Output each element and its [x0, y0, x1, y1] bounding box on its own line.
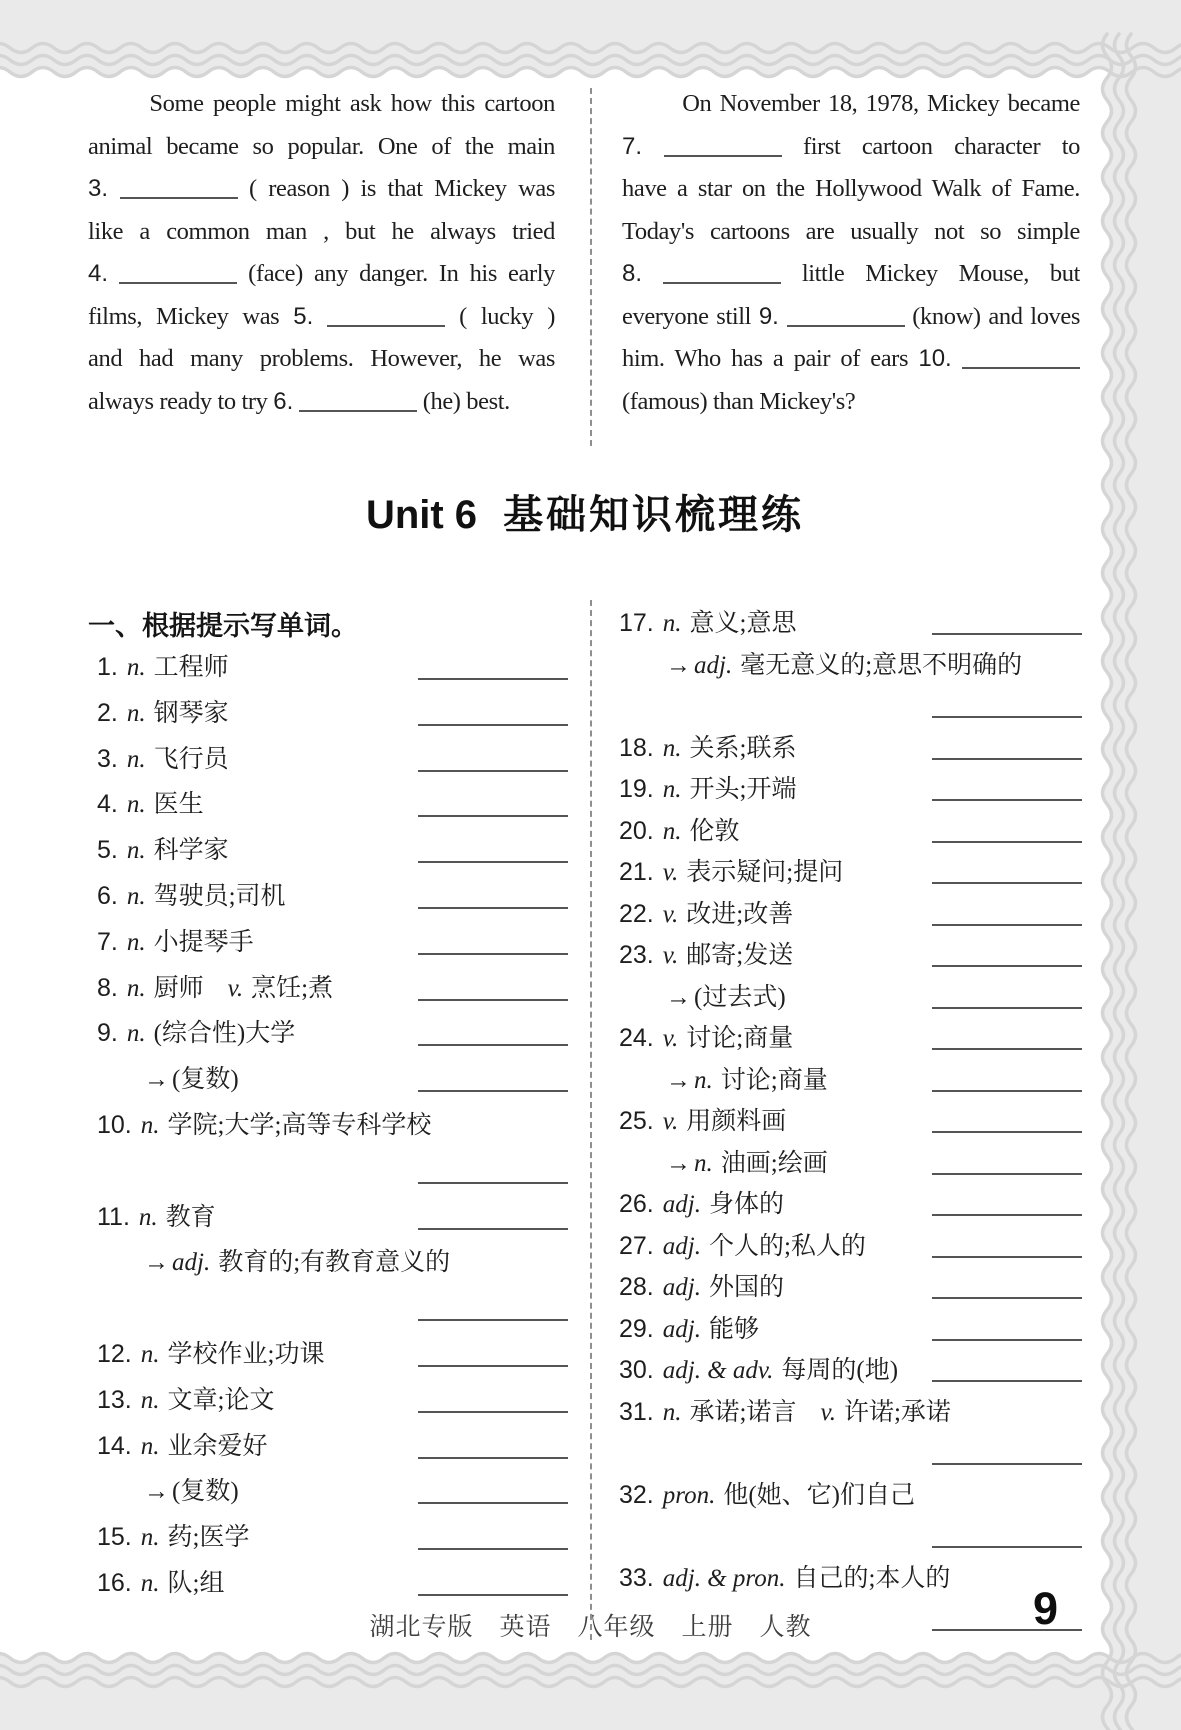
vocab-item	[610, 894, 1082, 936]
passage-line	[88, 168, 555, 211]
answer-blank[interactable]	[418, 1502, 568, 1504]
page-number: 9	[1033, 1583, 1059, 1634]
answer-blank[interactable]	[418, 1319, 568, 1321]
item-number: 10.	[97, 1110, 132, 1139]
passage-line	[88, 338, 555, 381]
passage-text: ( reason ) is that Mickey was	[249, 175, 555, 202]
passage-text: always ready to try	[88, 387, 268, 415]
answer-blank[interactable]	[418, 907, 568, 909]
answer-blank[interactable]	[418, 1090, 568, 1092]
chinese-gloss: 药;医学	[167, 1524, 250, 1552]
answer-blank[interactable]	[787, 325, 905, 327]
part-of-speech: v.	[662, 900, 679, 928]
part-of-speech: v.	[820, 1398, 836, 1426]
answer-blank[interactable]	[664, 155, 782, 157]
answer-blank[interactable]	[932, 1339, 1082, 1341]
answer-blank[interactable]	[932, 1256, 1082, 1258]
chinese-gloss: 学校作业;功课	[167, 1340, 325, 1368]
answer-blank[interactable]	[418, 1548, 568, 1550]
chinese-gloss: 改进;改善	[686, 900, 794, 928]
item-number: 24.	[619, 1024, 654, 1052]
vocab-item	[88, 1561, 568, 1607]
passage-line	[622, 338, 1080, 381]
blank-number: 6.	[273, 387, 294, 415]
chinese-gloss: 科学家	[153, 837, 229, 865]
vocab-item	[88, 828, 568, 874]
part-of-speech: adj. & adv.	[662, 1357, 774, 1384]
chinese-gloss: (复数)	[172, 1478, 239, 1506]
footer-edition-line: 湖北专版 英语 八年级 上册 人教	[369, 1614, 812, 1641]
chinese-gloss: 用颜料画	[686, 1108, 787, 1135]
chinese-gloss: 邮寄;发送	[686, 942, 794, 969]
chinese-gloss: 外国的	[708, 1274, 784, 1301]
column-divider	[590, 88, 592, 446]
chinese-gloss: 飞行员	[153, 745, 229, 773]
chinese-gloss: 钢琴家	[153, 699, 229, 727]
chinese-gloss: 厨师	[153, 974, 204, 1002]
chinese-gloss: 烹饪;煮	[251, 974, 334, 1002]
answer-blank[interactable]	[932, 1007, 1082, 1009]
item-number: 6.	[97, 881, 118, 910]
vocab-item	[610, 1558, 1082, 1600]
answer-blank[interactable]	[418, 1182, 568, 1184]
part-of-speech: adj.	[662, 1315, 701, 1343]
vocab-blank-row	[610, 686, 1082, 728]
chinese-gloss: 能够	[708, 1315, 759, 1343]
passage-text: Today's cartoons are usually not so simple	[622, 217, 1080, 245]
part-of-speech: n.	[138, 1203, 158, 1231]
part-of-speech: n.	[126, 699, 146, 727]
item-number: 28.	[619, 1273, 654, 1301]
passage-left-column	[88, 83, 555, 423]
passage-line	[88, 211, 555, 254]
chinese-gloss: 每周的(地)	[781, 1357, 899, 1384]
passage-text: On November 18, 1978, Mickey became	[682, 90, 1080, 117]
passage-text: everyone still	[622, 302, 752, 330]
part-of-speech: n.	[126, 882, 146, 910]
part-of-speech: n.	[662, 1398, 682, 1426]
item-number: 32.	[619, 1480, 654, 1509]
answer-blank[interactable]	[418, 1457, 568, 1459]
passage-text: and had many problems. However, he was	[88, 345, 555, 372]
chinese-gloss: 讨论;商量	[720, 1066, 828, 1094]
answer-blank[interactable]	[418, 1044, 568, 1046]
vocab-item	[88, 737, 568, 783]
item-number: 17.	[619, 609, 654, 637]
item-number: 3.	[97, 744, 118, 773]
chinese-gloss: 队;组	[167, 1569, 225, 1597]
arrow-icon: →	[144, 1066, 169, 1094]
vocab-item	[610, 1226, 1082, 1268]
vocab-item	[88, 1469, 568, 1515]
part-of-speech: n.	[140, 1569, 160, 1597]
answer-blank[interactable]	[932, 1048, 1082, 1050]
blank-number: 5.	[293, 302, 314, 330]
chinese-gloss: 教育的;有教育意义的	[218, 1249, 451, 1277]
vocab-item	[610, 977, 1082, 1019]
vocab-item	[610, 1475, 1082, 1517]
part-of-speech: n.	[126, 654, 146, 681]
item-number: 9.	[97, 1019, 118, 1048]
part-of-speech: adj.	[694, 651, 733, 679]
chinese-gloss: 文章;论文	[167, 1386, 275, 1414]
part-of-speech: n.	[140, 1386, 160, 1414]
part-of-speech: n.	[662, 734, 682, 762]
passage-line	[88, 296, 555, 339]
passage-text: ( lucky )	[459, 302, 555, 330]
vocab-item	[88, 1011, 568, 1057]
vocab-item	[610, 1392, 1082, 1434]
chinese-gloss: 许诺;承诺	[843, 1398, 951, 1426]
vocab-item	[610, 645, 1082, 687]
part-of-speech: v.	[662, 942, 679, 969]
answer-blank[interactable]	[418, 1594, 568, 1596]
answer-blank[interactable]	[932, 716, 1082, 718]
answer-blank[interactable]	[418, 953, 568, 955]
answer-blank[interactable]	[663, 282, 781, 284]
item-number: 21.	[619, 858, 654, 886]
answer-blank[interactable]	[932, 1173, 1082, 1175]
blank-number: 3.	[88, 175, 109, 202]
vocab-item	[610, 811, 1082, 853]
arrow-icon: →	[666, 983, 691, 1011]
passage-text: (know) and loves	[912, 302, 1080, 330]
answer-blank[interactable]	[932, 1380, 1082, 1382]
section-header: 一、根据提示写单词。	[88, 611, 358, 641]
answer-blank[interactable]	[418, 999, 568, 1001]
chinese-gloss: 毫无意义的;意思不明确的	[740, 651, 1023, 679]
vocab-item	[88, 1195, 568, 1241]
answer-blank[interactable]	[932, 1214, 1082, 1216]
part-of-speech: n.	[694, 1066, 713, 1094]
chinese-gloss: 油画;绘画	[720, 1149, 828, 1177]
item-number: 22.	[619, 899, 654, 928]
chinese-gloss: 表示疑问;提问	[686, 859, 844, 886]
chinese-gloss: 医生	[153, 791, 204, 819]
vocab-item	[610, 1184, 1082, 1226]
chinese-gloss: (综合性)大学	[153, 1020, 296, 1048]
vocab-item	[88, 1057, 568, 1103]
part-of-speech: n.	[126, 791, 146, 819]
chinese-gloss: 教育	[165, 1203, 216, 1231]
vocab-item	[88, 1332, 568, 1378]
part-of-speech: adj.	[662, 1232, 701, 1260]
item-number: 12.	[97, 1339, 132, 1368]
item-number: 4.	[97, 790, 118, 819]
part-of-speech: adj.	[172, 1249, 211, 1277]
part-of-speech: v.	[227, 974, 244, 1002]
part-of-speech: adj.	[662, 1274, 701, 1301]
item-number: 5.	[97, 836, 118, 865]
answer-blank[interactable]	[932, 758, 1082, 760]
blank-number: 9.	[758, 302, 779, 330]
answer-blank[interactable]	[327, 325, 445, 327]
chinese-gloss: 学院;大学;高等专科学校	[167, 1111, 432, 1139]
vocab-item	[610, 1143, 1082, 1185]
item-number: 27.	[619, 1231, 654, 1260]
vocab-blank-row	[88, 1149, 568, 1195]
answer-blank[interactable]	[299, 410, 417, 412]
passage-text: have a star on the Hollywood Walk of Fame.	[622, 175, 1080, 202]
answer-blank[interactable]	[932, 841, 1082, 843]
passage-line	[622, 168, 1080, 211]
vocab-item	[610, 1350, 1082, 1392]
passage-text: (he) best.	[422, 387, 510, 415]
answer-blank[interactable]	[418, 1411, 568, 1413]
part-of-speech: pron.	[662, 1481, 716, 1509]
part-of-speech: adj. & pron.	[662, 1564, 786, 1592]
part-of-speech: v.	[662, 1025, 679, 1052]
passage-line	[622, 296, 1080, 339]
item-number: 29.	[619, 1314, 654, 1343]
answer-blank[interactable]	[418, 861, 568, 863]
part-of-speech: n.	[694, 1149, 713, 1177]
vocab-item	[88, 1424, 568, 1470]
vocab-blank-row	[610, 1433, 1082, 1475]
vocab-blank-row	[88, 1286, 568, 1332]
passage-text: films, Mickey was	[88, 302, 280, 330]
answer-blank[interactable]	[932, 965, 1082, 967]
passage-line	[88, 381, 555, 424]
part-of-speech: n.	[662, 776, 682, 803]
vocab-item	[610, 935, 1082, 977]
passage-text: him. Who has a pair of ears	[622, 345, 909, 372]
item-number: 7.	[97, 927, 118, 956]
vocab-item	[610, 1018, 1082, 1060]
passage-text: animal became so popular. One of the main	[88, 132, 555, 160]
passage-text: little Mickey Mouse, but	[801, 260, 1080, 287]
passage-right-column	[622, 83, 1080, 423]
chinese-gloss: 他(她、它)们自己	[723, 1481, 915, 1509]
vocab-item	[88, 966, 568, 1012]
answer-blank[interactable]	[932, 924, 1082, 926]
answer-blank[interactable]	[932, 882, 1082, 884]
item-number: 2.	[97, 698, 118, 727]
answer-blank[interactable]	[418, 1365, 568, 1367]
item-number: 30.	[619, 1356, 654, 1384]
chinese-gloss: 身体的	[708, 1191, 784, 1218]
passage-text: (face) any danger. In his early	[248, 260, 555, 287]
answer-blank[interactable]	[418, 724, 568, 726]
item-number: 31.	[619, 1397, 654, 1426]
item-number: 14.	[97, 1431, 132, 1460]
blank-number: 7.	[622, 132, 643, 160]
answer-blank[interactable]	[932, 1131, 1082, 1133]
vocab-item	[610, 603, 1082, 645]
passage-text: like a common man , but he always tried	[88, 217, 555, 245]
answer-blank[interactable]	[932, 1463, 1082, 1465]
column-divider	[590, 600, 592, 1640]
chinese-gloss: 承诺;诺言	[689, 1398, 797, 1426]
part-of-speech: n.	[140, 1432, 160, 1460]
passage-line	[622, 126, 1080, 169]
answer-blank[interactable]	[932, 633, 1082, 635]
passage-line	[622, 253, 1080, 296]
item-number: 1.	[97, 653, 118, 681]
passage-text: Some people might ask how this cartoon	[149, 90, 555, 117]
part-of-speech: n.	[140, 1524, 160, 1552]
item-number: 23.	[619, 941, 654, 969]
vocab-item	[88, 1515, 568, 1561]
passage-text: (famous) than Mickey's?	[622, 387, 856, 415]
chinese-gloss: 自己的;本人的	[793, 1564, 951, 1592]
vocab-item	[610, 728, 1082, 770]
passage-line	[622, 381, 1080, 424]
chinese-gloss: 关系;联系	[689, 734, 797, 762]
part-of-speech: n.	[662, 610, 682, 637]
item-number: 20.	[619, 816, 654, 845]
passage-line	[88, 83, 555, 126]
vocab-blank-row	[610, 1516, 1082, 1558]
arrow-icon: →	[666, 1149, 691, 1177]
part-of-speech: n.	[126, 837, 146, 865]
vocab-right-column	[610, 603, 1082, 1641]
answer-blank[interactable]	[120, 197, 238, 199]
passage-line	[88, 126, 555, 169]
item-number: 11.	[97, 1202, 130, 1231]
blank-number: 4.	[88, 260, 109, 287]
vocab-item	[610, 1309, 1082, 1351]
part-of-speech: n.	[126, 974, 146, 1002]
arrow-icon: →	[144, 1249, 169, 1277]
item-number: 13.	[97, 1385, 132, 1414]
vocab-left-column	[88, 645, 568, 1607]
passage-text: first cartoon character to	[802, 132, 1080, 160]
chinese-gloss: 伦敦	[689, 817, 740, 845]
chinese-gloss: 讨论;商量	[686, 1025, 794, 1052]
answer-blank[interactable]	[418, 678, 568, 680]
vocab-item	[88, 1103, 568, 1149]
vocab-item	[88, 1240, 568, 1286]
chinese-gloss: 工程师	[153, 654, 229, 681]
vocab-item	[88, 691, 568, 737]
vocab-item	[610, 1101, 1082, 1143]
chinese-gloss: 开头;开端	[689, 776, 797, 803]
chinese-gloss: 小提琴手	[153, 928, 254, 956]
unit-title: 基础知识梳理练	[503, 493, 805, 537]
chinese-gloss: (过去式)	[694, 983, 786, 1011]
chinese-gloss: 驾驶员;司机	[153, 882, 286, 910]
part-of-speech: n.	[126, 1020, 146, 1048]
item-number: 8.	[97, 973, 118, 1002]
part-of-speech: adj.	[662, 1191, 701, 1218]
part-of-speech: v.	[662, 1108, 679, 1135]
answer-blank[interactable]	[932, 1090, 1082, 1092]
answer-blank[interactable]	[119, 282, 237, 284]
part-of-speech: n.	[126, 928, 146, 956]
part-of-speech: n.	[126, 745, 146, 773]
part-of-speech: n.	[662, 817, 682, 845]
vocab-item	[88, 782, 568, 828]
answer-blank[interactable]	[932, 1546, 1082, 1548]
arrow-icon: →	[666, 651, 691, 679]
answer-blank[interactable]	[418, 815, 568, 817]
blank-number: 10.	[918, 345, 952, 372]
vocab-item	[88, 1378, 568, 1424]
chinese-gloss: (复数)	[172, 1066, 239, 1094]
vocab-item	[610, 1060, 1082, 1102]
arrow-icon: →	[144, 1478, 169, 1506]
part-of-speech: v.	[662, 859, 679, 886]
vocab-item	[610, 769, 1082, 811]
item-number: 26.	[619, 1190, 654, 1218]
part-of-speech: n.	[140, 1340, 160, 1368]
item-number: 33.	[619, 1563, 654, 1592]
unit-heading	[0, 483, 1170, 540]
passage-line	[88, 253, 555, 296]
unit-number: Unit 6	[365, 493, 478, 537]
chinese-gloss: 意义;意思	[689, 610, 797, 637]
item-number: 16.	[97, 1568, 132, 1597]
item-number: 19.	[619, 775, 654, 803]
item-number: 25.	[619, 1107, 654, 1135]
answer-blank[interactable]	[962, 367, 1080, 369]
item-number: 18.	[619, 733, 654, 762]
vocab-item	[88, 645, 568, 691]
item-number: 15.	[97, 1523, 132, 1552]
answer-blank[interactable]	[418, 1228, 568, 1230]
chinese-gloss: 业余爱好	[167, 1432, 268, 1460]
answer-blank[interactable]	[418, 770, 568, 772]
arrow-icon: →	[666, 1066, 691, 1094]
vocab-item	[610, 1267, 1082, 1309]
answer-blank[interactable]	[932, 1297, 1082, 1299]
blank-number: 8.	[622, 260, 643, 287]
chinese-gloss: 个人的;私人的	[708, 1232, 866, 1260]
vocab-item	[88, 874, 568, 920]
passage-line	[622, 211, 1080, 254]
vocab-item	[610, 852, 1082, 894]
vocab-item	[88, 920, 568, 966]
passage-line	[622, 83, 1080, 126]
part-of-speech: n.	[140, 1111, 160, 1139]
answer-blank[interactable]	[932, 799, 1082, 801]
